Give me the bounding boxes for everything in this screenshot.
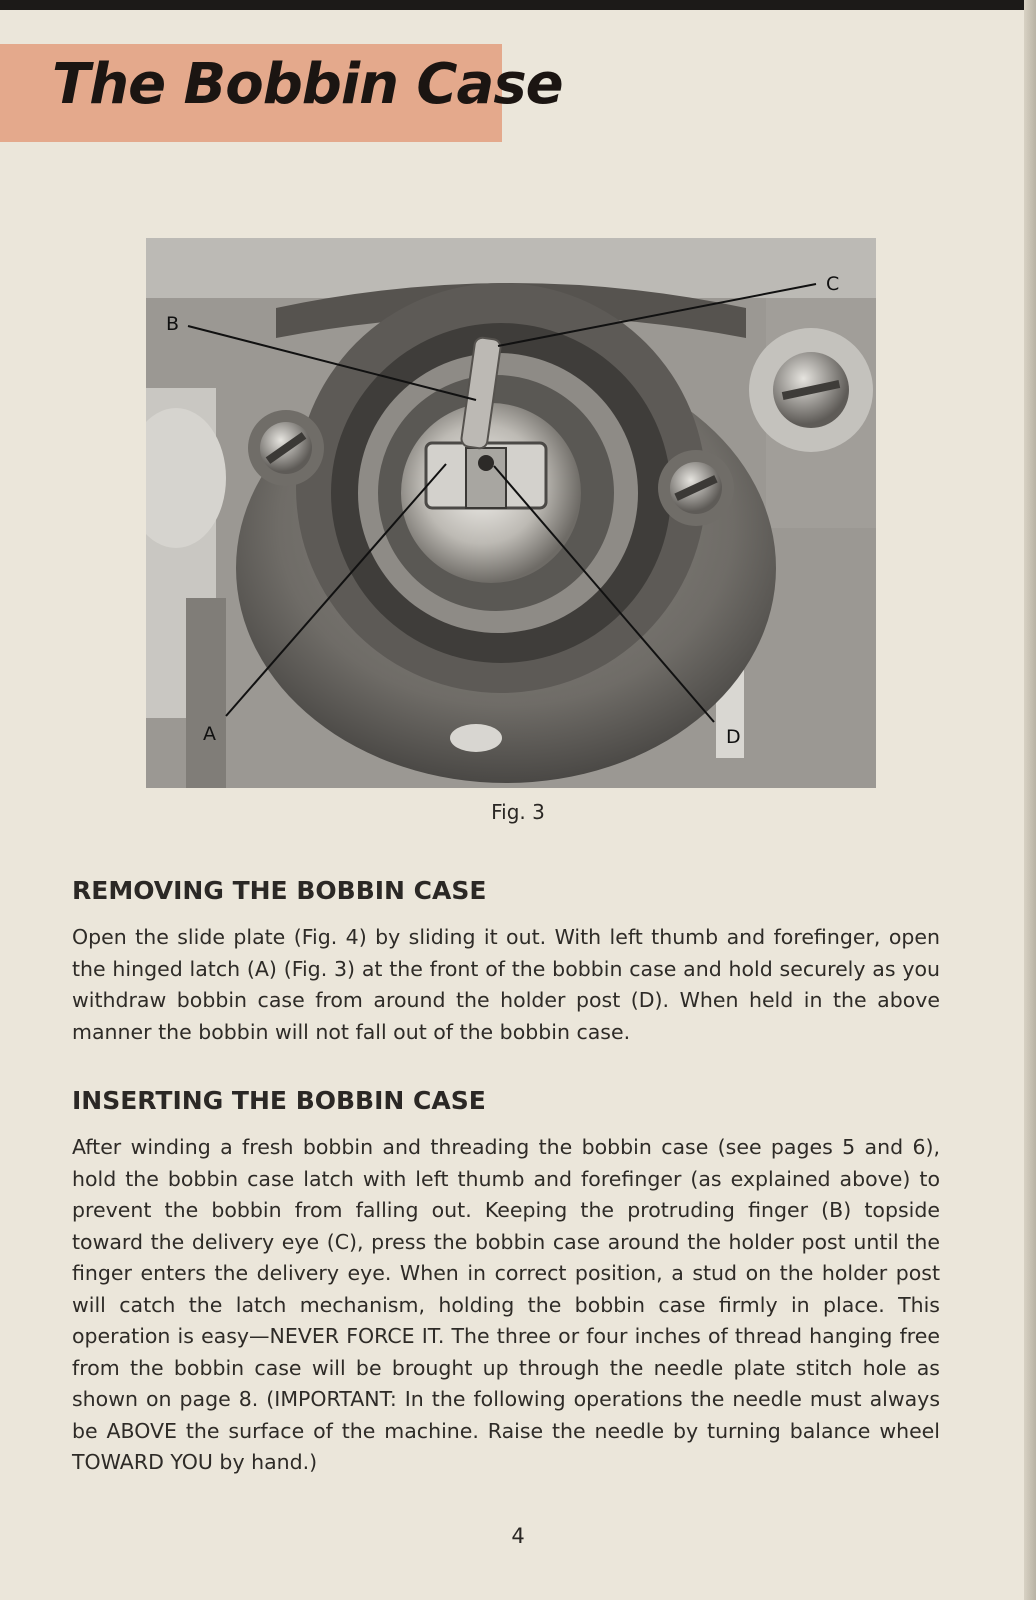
heading-removing-bobbin-case: REMOVING THE BOBBIN CASE	[72, 876, 487, 905]
holder-post	[478, 455, 494, 471]
callout-label-d: D	[726, 726, 741, 748]
callout-label-c: C	[826, 273, 840, 295]
paragraph-removing-bobbin-case: Open the slide plate (Fig. 4) by sliding it out. With left thumb and forefinger, open the hinged latch (A) (Fig. 3) at the front of the bobbin case and hold securely as you withdraw bobbin case from around the holder post (D). When held in the above manner the bobbin will not fall out of the bobbin case.	[72, 925, 940, 1044]
bobbin-case-photo	[146, 238, 876, 788]
page-number: 4	[511, 1524, 525, 1548]
bleed-through-text	[560, 66, 583, 139]
bobbin-case-figure	[146, 238, 876, 788]
page-title: The Bobbin Case	[52, 52, 563, 117]
paragraph-inserting-bobbin-case: After winding a fresh bobbin and threading the bobbin case (see pages 5 and 6), hold the bobbin case latch with left thumb and forefinger (as explained above) to prevent the bobbin from falling out. Keeping the protruding finger (B) topside toward the delivery eye (C), press the bobbin case around the holder post until the finger enters the delivery eye. When in correct position, a stud on the holder post will catch the latch mechanism, holding the bobbin case firmly in place. This operation is easy—NEVER FORCE IT. The three or four inches of thread hanging free from the bobbin case will be brought up through the needle plate stitch hole as shown on page 8. (IMPORTANT: In the following operations the needle must always be ABOVE the surface of the machine. Raise the needle by turning balance wheel TOWARD YOU by hand.)	[72, 1135, 940, 1474]
heading-inserting-bobbin-case: INSERTING THE BOBBIN CASE	[72, 1086, 486, 1115]
page-top-edge	[0, 0, 1036, 10]
callout-label-b: B	[166, 313, 180, 335]
callout-label-a: A	[203, 723, 216, 745]
figure-caption: Fig. 3	[491, 800, 545, 824]
bottom-stud	[450, 724, 502, 752]
